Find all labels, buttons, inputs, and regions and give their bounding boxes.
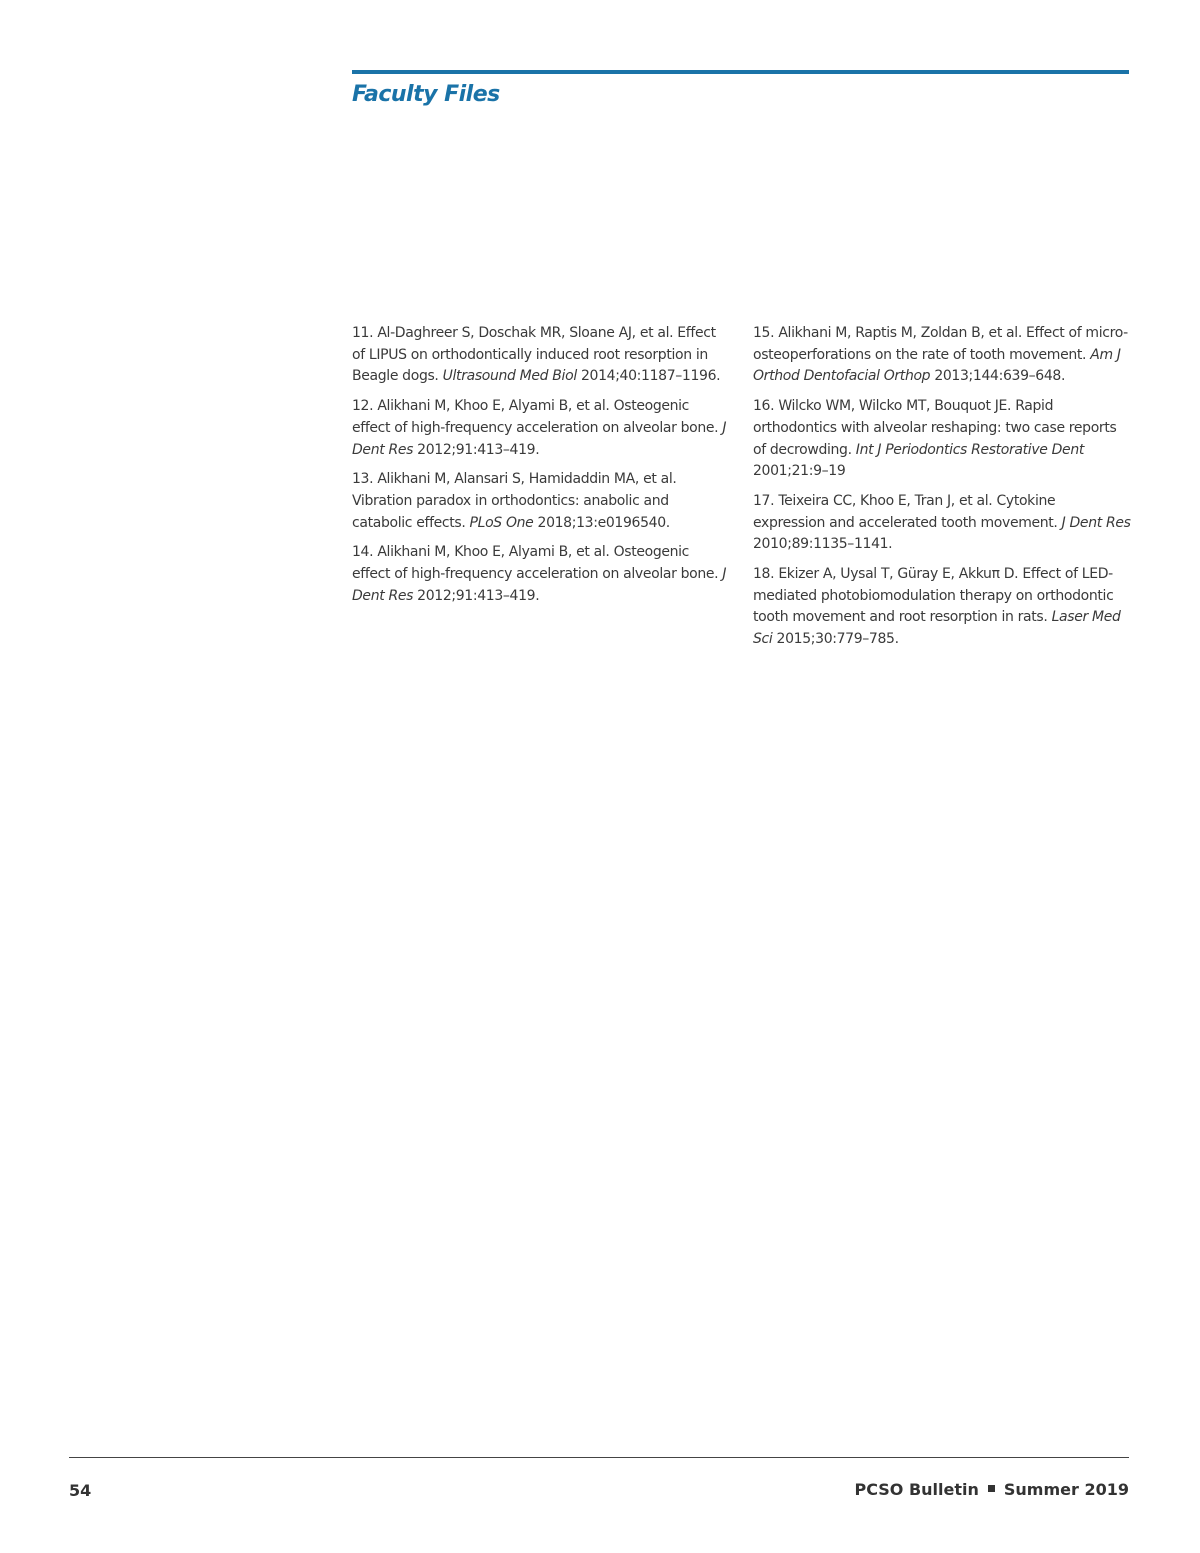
reference-citation: 2012;91:413–419.	[413, 587, 540, 604]
section-title: Faculty Files	[352, 82, 500, 107]
reference-text: 16. Wilcko WM, Wilcko MT, Bouquot JE. Rapid orthodontics with alveolar reshaping: two case reports of decrowding.	[753, 398, 1117, 458]
separator-square-icon	[988, 1485, 995, 1492]
reference-text: 13. Alikhani M, Alansari S, Hamidaddin MA, et al. Vibration paradox in orthodontics: anabolic and catabolic effects.	[352, 471, 677, 531]
reference-journal: Laser Med Sci	[753, 609, 1121, 648]
reference-journal: J Dent Res	[352, 419, 727, 458]
reference-citation: 2018;13:e0196540.	[533, 514, 670, 531]
section-header-rule	[352, 70, 1129, 74]
reference-text: 11. Al-Daghreer S, Doschak MR, Sloane AJ, et al. Effect of LIPUS on orthodontically induced root resorption in Beagle dogs.	[352, 325, 716, 385]
reference-text: 17. Teixeira CC, Khoo E, Tran J, et al. Cytokine expression and accelerated tooth movement.	[753, 492, 1062, 531]
reference-item-15	[753, 323, 1131, 388]
footer-rule	[69, 1457, 1129, 1458]
reference-text: 18. Ekizer A, Uysal T, Güray E, Akkuπ D. Effect of LED-mediated photobiomodulation therapy on orthodontic tooth movement and root resorption in rats.	[753, 566, 1114, 626]
reference-item-14	[352, 542, 730, 607]
reference-text: 12. Alikhani M, Khoo E, Alyami B, et al. Osteogenic effect of high-frequency acceleration on alveolar bone.	[352, 398, 723, 436]
reference-citation: 2012;91:413–419.	[413, 441, 540, 458]
reference-journal: J Dent Res	[1061, 514, 1131, 531]
issue-label: Summer 2019	[1003, 1480, 1129, 1499]
reference-item-18	[753, 564, 1131, 651]
reference-journal: PLoS One	[469, 514, 534, 531]
reference-citation: 2010;89:1135–1141.	[753, 536, 893, 553]
reference-citation: 2014;40:1187–1196.	[576, 368, 721, 385]
reference-item-11	[352, 323, 730, 388]
reference-item-13	[352, 469, 730, 534]
reference-journal: Am J Orthod Dentofacial Orthop	[753, 346, 1121, 385]
references-column-left	[352, 323, 730, 615]
reference-item-17	[753, 491, 1131, 556]
reference-citation: 2015;30:779–785.	[772, 631, 899, 648]
references-column-right	[753, 323, 1131, 659]
publication-name: PCSO Bulletin	[854, 1480, 979, 1499]
reference-text: 15. Alikhani M, Raptis M, Zoldan B, et al. Effect of micro-osteoperforations on the rate of tooth movement.	[753, 325, 1128, 363]
reference-citation: 2013;144:639–648.	[930, 368, 1066, 385]
reference-item-16	[753, 396, 1131, 483]
footer-publication-info	[855, 1480, 1130, 1499]
reference-citation: 2001;21:9–19	[753, 463, 846, 480]
reference-text: 14. Alikhani M, Khoo E, Alyami B, et al. Osteogenic effect of high-frequency acceleration on alveolar bone.	[352, 544, 723, 583]
page-number: 54	[69, 1481, 92, 1500]
reference-journal: Ultrasound Med Biol	[442, 368, 577, 385]
reference-journal: J Dent Res	[352, 566, 727, 604]
reference-item-12	[352, 396, 730, 461]
reference-journal: Int J Periodontics Restorative Dent	[855, 441, 1084, 458]
